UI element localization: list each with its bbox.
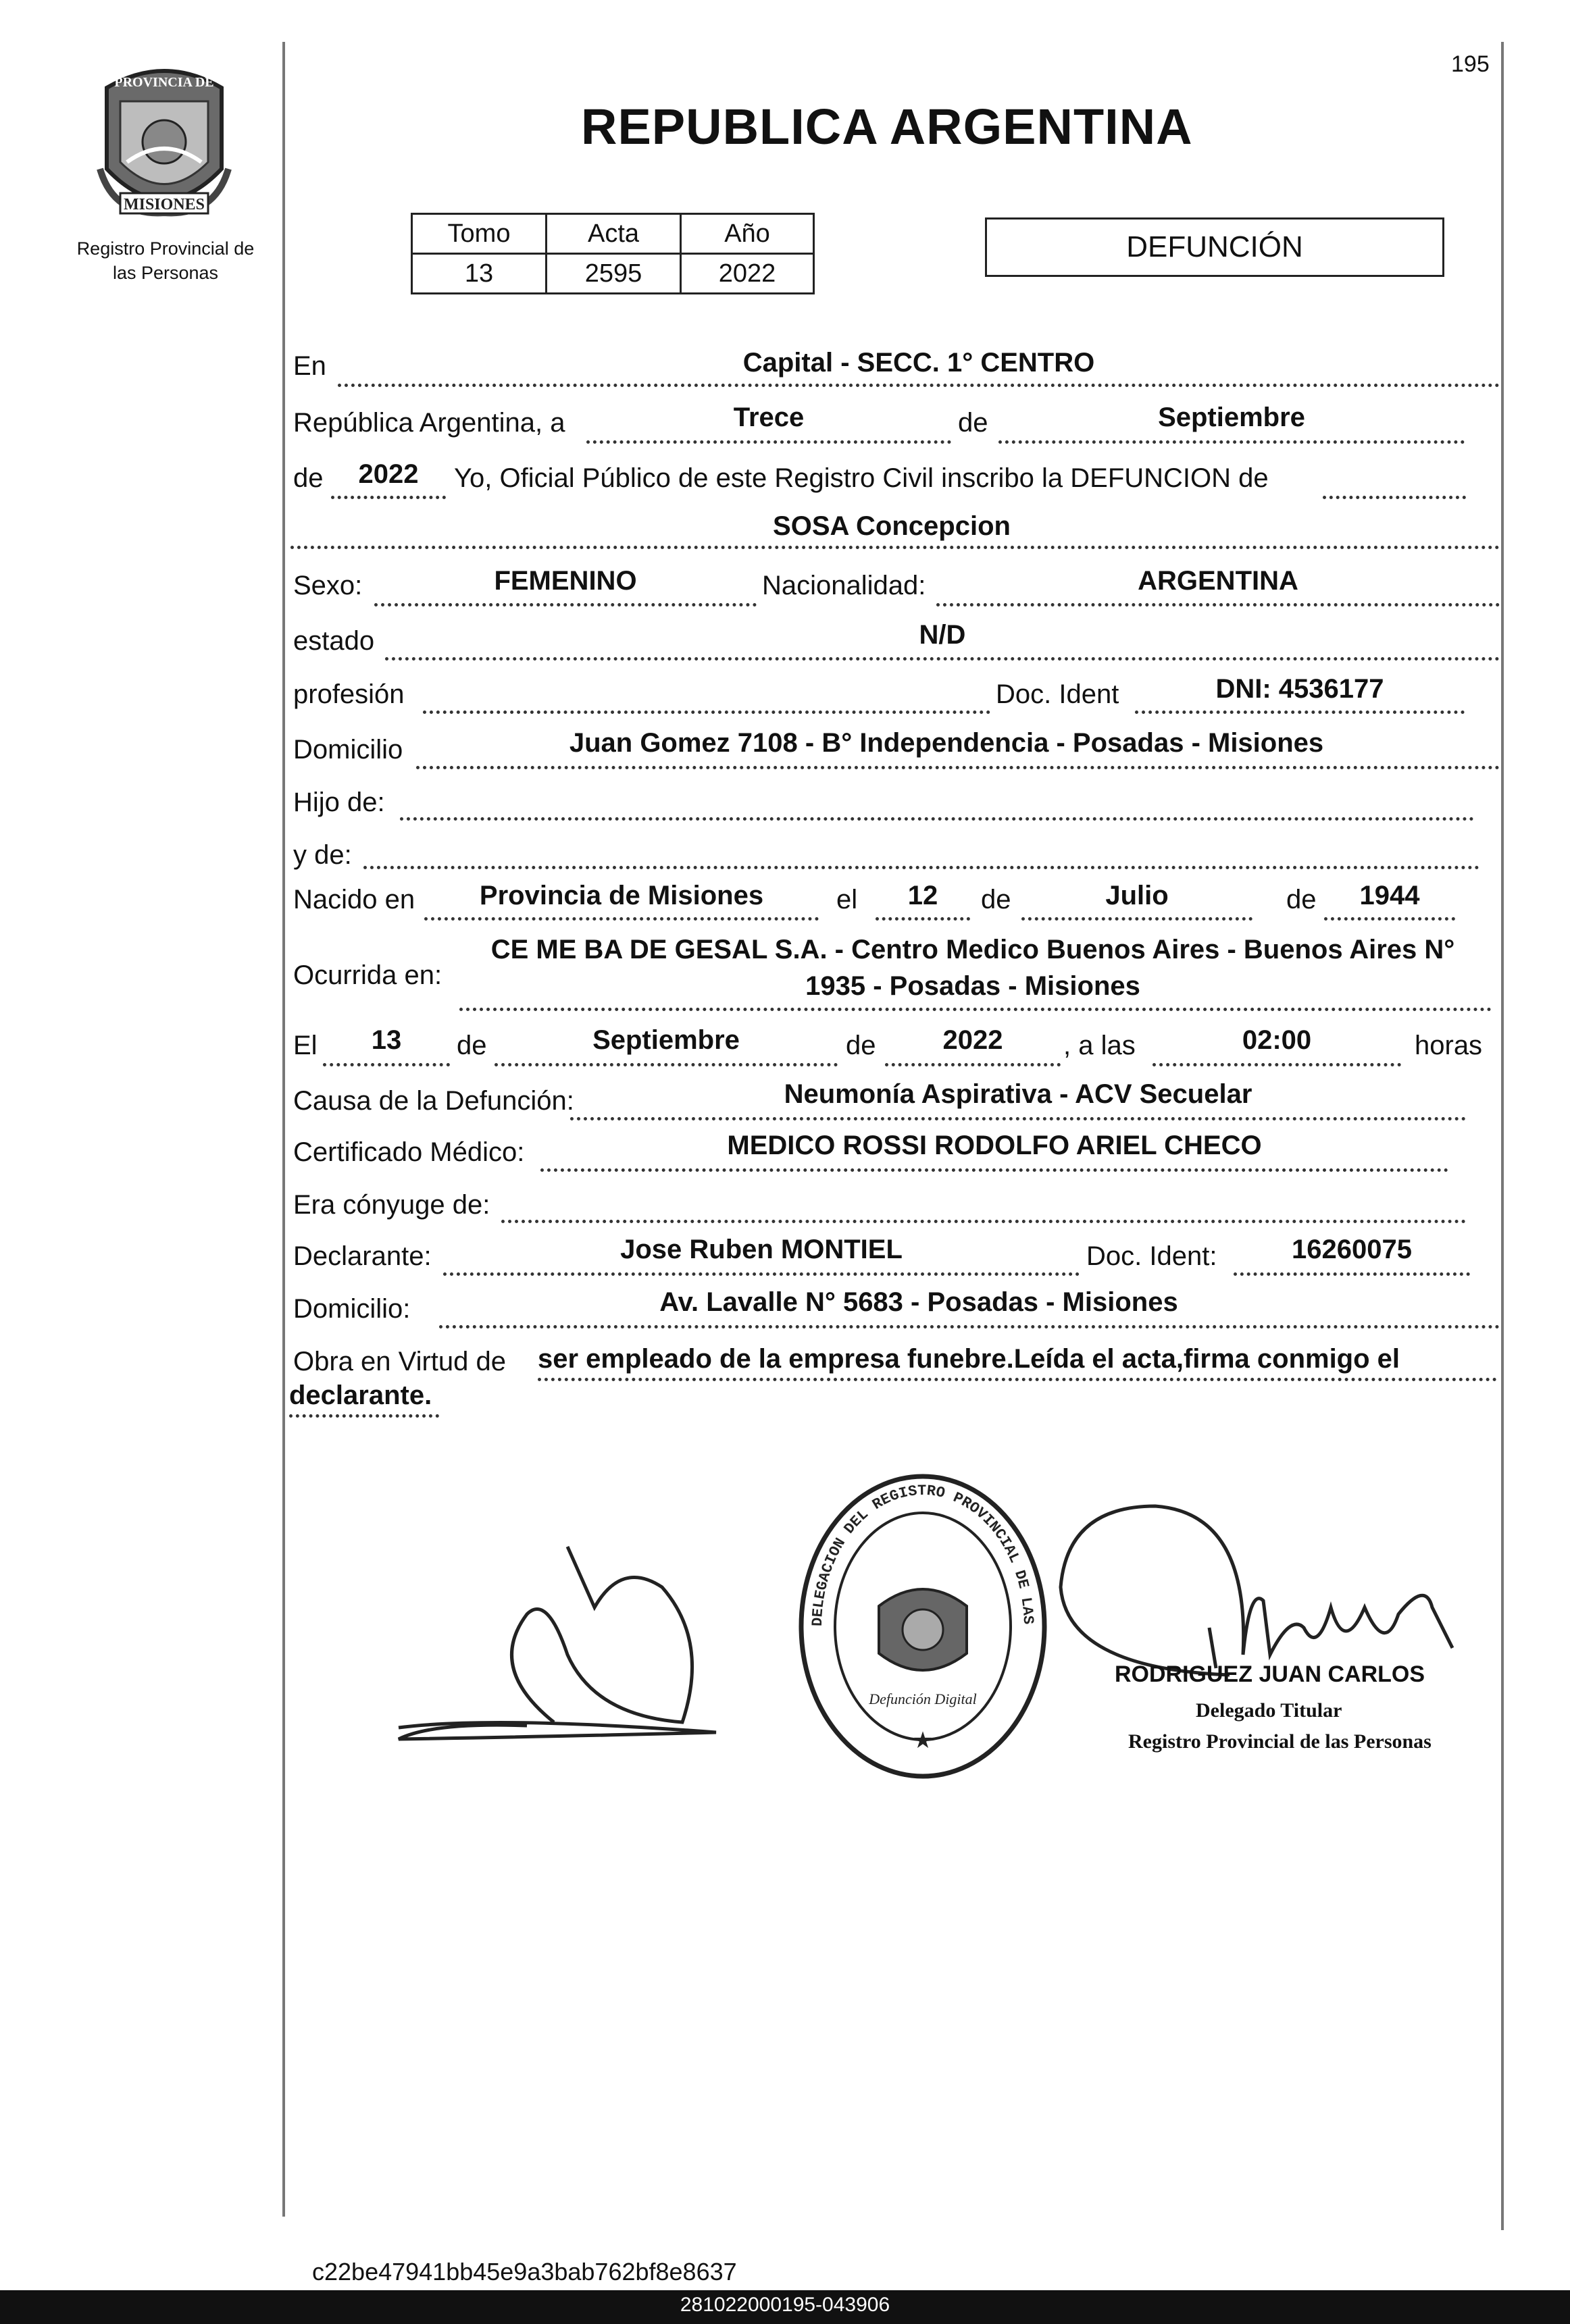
register-header-acta: Acta: [547, 214, 681, 254]
line-defuncion-de: [1323, 496, 1466, 499]
value-def-mes: Septiembre: [592, 1025, 740, 1055]
stamp-outer-text: DELEGACION DEL REGISTRO PROVINCIAL DE LAS: [809, 1482, 1037, 1627]
label-el-nac: el: [836, 885, 858, 914]
line-nacido-en: [424, 917, 819, 921]
office-line2: las Personas: [112, 263, 219, 283]
label-certificado: Certificado Médico:: [293, 1137, 525, 1167]
value-mes: Septiembre: [1158, 403, 1305, 432]
label-yo-oficial: Yo, Oficial Público de este Registro Civil inscribo la DEFUNCION de: [454, 463, 1269, 493]
line-obra2: [289, 1414, 439, 1418]
line-def-anio: [885, 1063, 1061, 1066]
value-nombre: SOSA Concepcion: [773, 511, 1011, 541]
line-decl-doc: [1234, 1272, 1470, 1276]
label-doc-ident: Doc. Ident: [996, 679, 1119, 709]
label-nacionalidad: Nacionalidad:: [762, 571, 926, 600]
official-office: Registro Provincial de las Personas: [1128, 1730, 1432, 1753]
right-margin-line: [1501, 42, 1504, 2230]
label-domicilio: Domicilio: [293, 735, 403, 765]
label-hijo-de: Hijo de:: [293, 787, 385, 817]
value-nac-mes: Julio: [1105, 881, 1169, 910]
line-nombre: [290, 546, 1500, 549]
line-nacionalidad: [936, 603, 1500, 606]
line-domicilio: [416, 766, 1500, 769]
value-decl-doc: 16260075: [1292, 1235, 1412, 1264]
value-def-anio: 2022: [942, 1025, 1003, 1055]
line-hijo-de: [400, 817, 1474, 821]
office-line1: Registro Provincial de: [76, 238, 255, 259]
value-dia: Trece: [733, 403, 805, 432]
line-y-de: [363, 866, 1479, 869]
logo-bottom-text: MISIONES: [123, 196, 205, 213]
label-de-nac-mes: de: [981, 885, 1011, 914]
line-lugar: [338, 384, 1500, 387]
value-anio: 2022: [358, 459, 419, 489]
line-anio: [331, 496, 446, 499]
declarant-signature: [392, 1520, 743, 1749]
value-causa: Neumonía Aspirativa - ACV Secuelar: [784, 1079, 1252, 1109]
label-de-anio: de: [293, 463, 324, 493]
label-republica: República Argentina, a: [293, 408, 565, 438]
label-de-mes: de: [958, 408, 988, 438]
page-number: 195: [1451, 51, 1490, 77]
official-title: Delegado Titular: [1196, 1699, 1342, 1722]
registry-office-caption: [41, 236, 290, 285]
value-decl-domicilio: Av. Lavalle N° 5683 - Posadas - Misiones: [659, 1287, 1178, 1317]
line-declarante: [443, 1272, 1080, 1276]
value-obra-line2: declarante.: [289, 1380, 432, 1410]
label-decl-domicilio: Domicilio:: [293, 1294, 411, 1324]
value-obra-line1: ser empleado de la empresa funebre.Leída el acta,firma conmigo el: [538, 1344, 1400, 1374]
register-header-anio: Año: [681, 214, 814, 254]
value-sexo: FEMENINO: [494, 566, 637, 596]
line-dia: [586, 440, 951, 444]
document-title: REPUBLICA ARGENTINA: [581, 99, 1193, 155]
official-name: RODRIGUEZ JUAN CARLOS: [1115, 1661, 1425, 1687]
stamp-inner-text: Defunción Digital: [869, 1690, 977, 1707]
line-profesion: [423, 711, 990, 714]
label-en: En: [293, 351, 326, 381]
barcode-text: 281022000195-043906: [680, 2294, 890, 2316]
value-ocurrida-line1: CE ME BA DE GESAL S.A. - Centro Medico Buenos Aires - Buenos Aires N°: [490, 935, 1455, 964]
line-certificado: [540, 1168, 1448, 1172]
label-y-de: y de:: [293, 840, 352, 870]
register-table: [411, 213, 815, 294]
label-ocurrida-en: Ocurrida en:: [293, 960, 442, 990]
logo-top-text: PROVINCIA DE: [114, 75, 214, 90]
line-def-dia: [323, 1063, 450, 1066]
label-el-def: El: [293, 1031, 318, 1060]
value-nac-dia: 12: [907, 881, 938, 910]
line-conyuge: [501, 1220, 1466, 1223]
value-domicilio: Juan Gomez 7108 - B° Independencia - Posadas - Misiones: [569, 728, 1324, 758]
value-estado: N/D: [919, 620, 966, 650]
value-def-dia: 13: [371, 1025, 402, 1055]
line-mes: [998, 440, 1465, 444]
value-nacionalidad: ARGENTINA: [1138, 566, 1298, 596]
line-nac-anio: [1324, 917, 1455, 921]
line-estado: [385, 657, 1500, 661]
value-declarante: Jose Ruben MONTIEL: [620, 1235, 903, 1264]
label-obra: Obra en Virtud de: [293, 1347, 507, 1376]
line-hora: [1153, 1063, 1401, 1066]
label-profesion: profesión: [293, 679, 405, 709]
value-nacido-en: Provincia de Misiones: [479, 881, 764, 910]
line-def-mes: [495, 1063, 838, 1066]
label-de-nac-anio: de: [1286, 885, 1317, 914]
label-conyuge: Era cónyuge de:: [293, 1190, 490, 1220]
label-horas: horas: [1415, 1031, 1483, 1060]
register-header-tomo: Tomo: [412, 214, 547, 254]
register-value-anio: 2022: [681, 254, 814, 294]
label-declarante: Declarante:: [293, 1241, 432, 1271]
stamp-star-icon: ★: [912, 1728, 934, 1753]
label-de-def-mes: de: [457, 1031, 487, 1060]
province-emblem-logo: [93, 61, 235, 223]
record-type-box: DEFUNCIÓN: [985, 217, 1444, 277]
value-hora: 02:00: [1242, 1025, 1312, 1055]
label-causa: Causa de la Defunción:: [293, 1086, 574, 1116]
label-de-def-anio: de: [846, 1031, 876, 1060]
document-hash: c22be47941bb45e9a3bab762bf8e8637: [312, 2258, 737, 2286]
value-certificado: MEDICO ROSSI RODOLFO ARIEL CHECO: [727, 1131, 1262, 1160]
label-decl-doc: Doc. Ident:: [1086, 1241, 1217, 1271]
line-causa: [570, 1117, 1466, 1120]
register-value-tomo: 13: [412, 254, 547, 294]
line-dni: [1135, 711, 1465, 714]
registry-stamp: [794, 1471, 1051, 1782]
register-value-acta: 2595: [547, 254, 681, 294]
value-nac-anio: 1944: [1359, 881, 1420, 910]
left-margin-line: [282, 42, 285, 2217]
label-a-las: , a las: [1063, 1031, 1136, 1060]
line-nac-mes: [1021, 917, 1252, 921]
label-nacido-en: Nacido en: [293, 885, 415, 914]
line-obra1: [538, 1378, 1497, 1381]
line-sexo: [374, 603, 757, 606]
line-decl-domicilio: [439, 1325, 1500, 1328]
value-ocurrida-line2: 1935 - Posadas - Misiones: [805, 971, 1140, 1001]
label-sexo: Sexo:: [293, 571, 363, 600]
line-ocurrida: [459, 1008, 1492, 1011]
value-lugar: Capital - SECC. 1° CENTRO: [742, 348, 1095, 378]
line-nac-dia: [876, 917, 970, 921]
value-dni: DNI: 4536177: [1215, 674, 1384, 704]
label-estado: estado: [293, 626, 375, 656]
